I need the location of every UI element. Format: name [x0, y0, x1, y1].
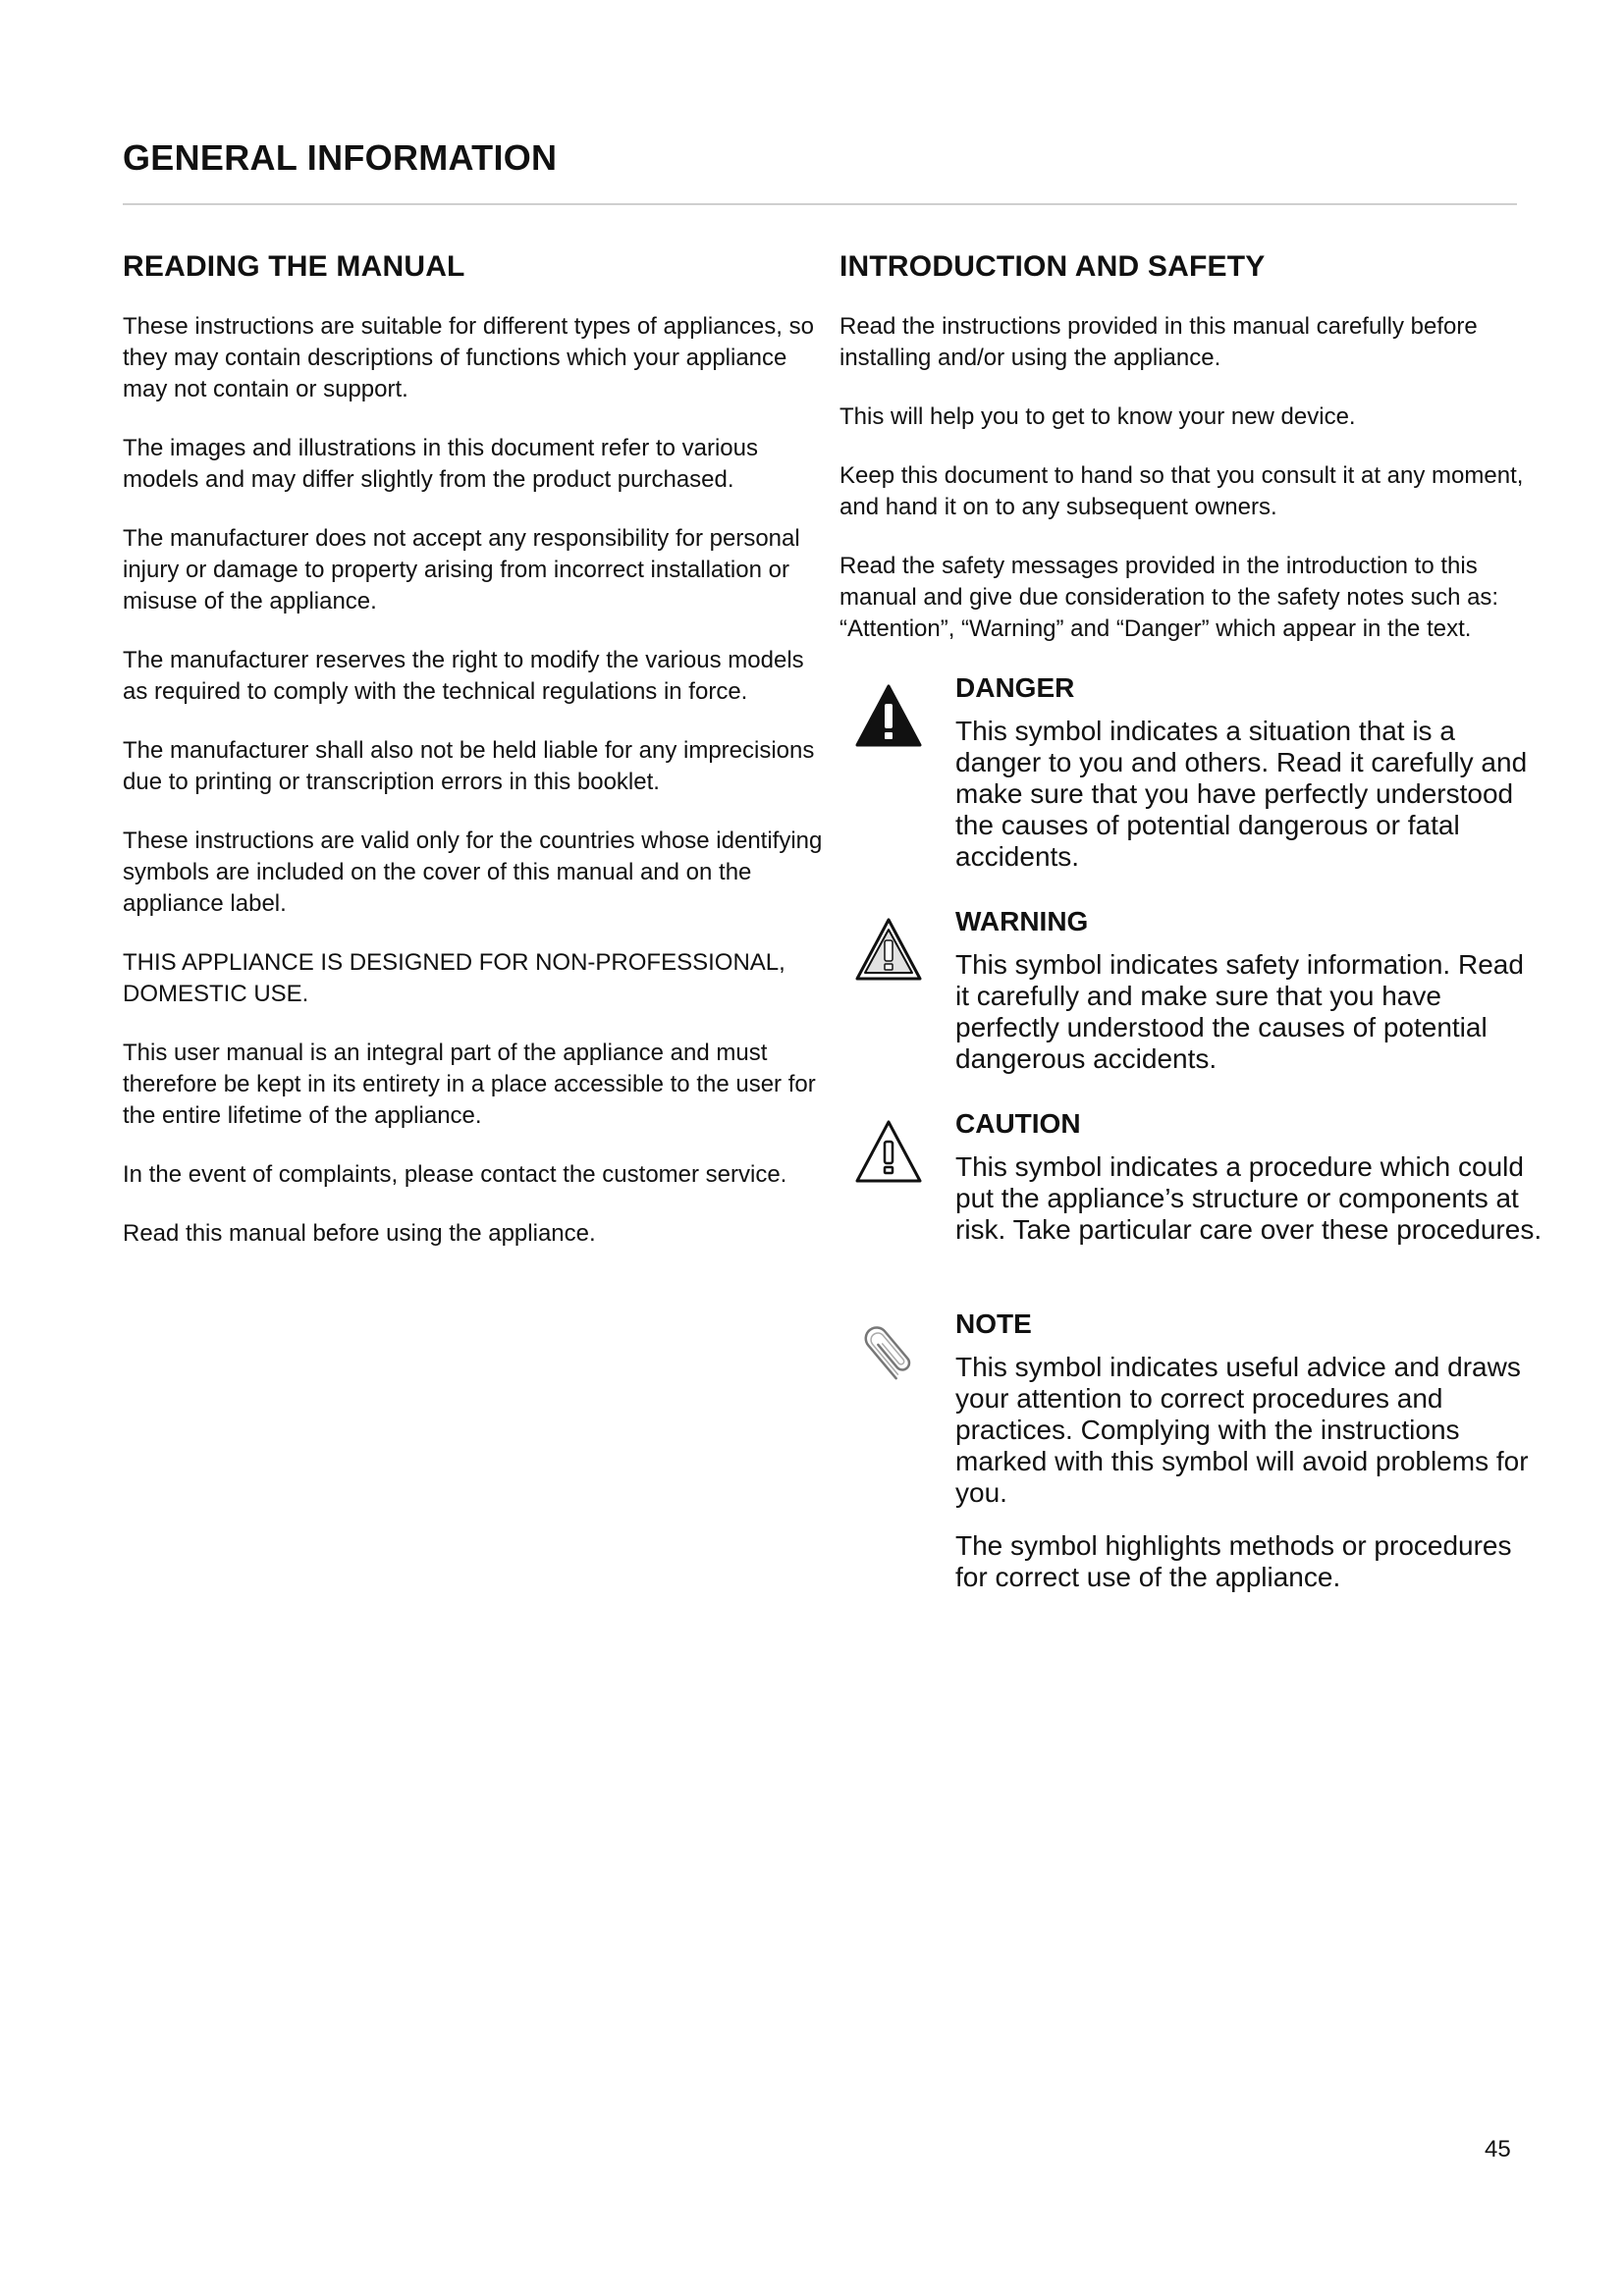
- caution-text: This symbol indicates a procedure which could put the appliance’s structure or components at risk. Take particular care over these procedures.: [955, 1151, 1543, 1245]
- note-title: NOTE: [955, 1308, 1032, 1339]
- introduction-and-safety-heading: INTRODUCTION AND SAFETY: [839, 250, 1266, 283]
- reading-the-manual-heading: READING THE MANUAL: [123, 250, 465, 283]
- left-paragraph: These instructions are valid only for the countries whose identifying symbols are included on the cover of this manual and on the appliance label.: [123, 828, 823, 917]
- left-paragraph: The images and illustrations in this document refer to various models and may differ slightly from the product purchased.: [123, 435, 758, 493]
- left-paragraph: This user manual is an integral part of the appliance and must therefore be kept in its entirety in a place accessible to the user for the entire lifetime of the appliance.: [123, 1040, 816, 1129]
- warning-text: This symbol indicates safety information. Read it carefully and make sure that you have perfectly understood the causes of potential dangerous accidents.: [955, 949, 1524, 1074]
- left-paragraph: In the event of complaints, please contact the customer service.: [123, 1161, 787, 1188]
- danger-triangle-icon: [854, 682, 923, 751]
- left-paragraph: These instructions are suitable for different types of appliances, so they may contain descriptions of functions which your appliance may not contain or support.: [123, 313, 814, 402]
- left-paragraph: The manufacturer reserves the right to modify the various models as required to comply with the technical regulations in force.: [123, 647, 804, 705]
- note-text-secondary: The symbol highlights methods or procedures for correct use of the appliance.: [955, 1530, 1512, 1592]
- caution-notice: [839, 1108, 1561, 1275]
- caution-triangle-icon: [854, 1118, 923, 1187]
- left-paragraph: The manufacturer shall also not be held liable for any imprecisions due to printing or transcription errors in this booklet.: [123, 737, 815, 795]
- left-paragraph: THIS APPLIANCE IS DESIGNED FOR NON-PROFESSIONAL, DOMESTIC USE.: [123, 949, 785, 1007]
- caution-title: CAUTION: [955, 1108, 1081, 1139]
- page-number: 45: [1485, 2136, 1511, 2163]
- right-paragraph: Keep this document to hand so that you consult it at any moment, and hand it on to any subsequent owners.: [839, 462, 1524, 520]
- title-divider: [123, 203, 1517, 205]
- warning-title: WARNING: [955, 906, 1089, 936]
- page-title: GENERAL INFORMATION: [123, 137, 558, 178]
- danger-text: This symbol indicates a situation that is a danger to you and others. Read it carefully and make sure that you have perfectly understood the causes of potential dangerous or fatal accidents.: [955, 716, 1528, 872]
- danger-notice: [839, 672, 1561, 873]
- right-paragraph: Read the instructions provided in this manual carefully before installing and/or using the appliance.: [839, 313, 1478, 371]
- right-paragraph: This will help you to get to know your new device.: [839, 403, 1356, 430]
- warning-notice: [839, 906, 1561, 1075]
- note-text: This symbol indicates useful advice and draws your attention to correct procedures and practices. Complying with the instructions marked with this symbol will avoid problems for you.: [955, 1352, 1529, 1508]
- reading-the-manual-section: [123, 250, 844, 1277]
- warning-triangle-icon: [854, 916, 923, 985]
- introduction-and-safety-section: [839, 250, 1561, 1627]
- note-notice: [839, 1308, 1561, 1593]
- danger-title: DANGER: [955, 672, 1075, 703]
- left-paragraph: Read this manual before using the appliance.: [123, 1220, 596, 1247]
- left-paragraph: The manufacturer does not accept any responsibility for personal injury or damage to property arising from incorrect installation or misuse of the appliance.: [123, 525, 800, 614]
- right-paragraph: Read the safety messages provided in the introduction to this manual and give due consideration to the safety notes such as: “Attention”, “Warning” and “Danger” which appear in the text.: [839, 553, 1499, 642]
- paperclip-icon: [854, 1318, 923, 1387]
